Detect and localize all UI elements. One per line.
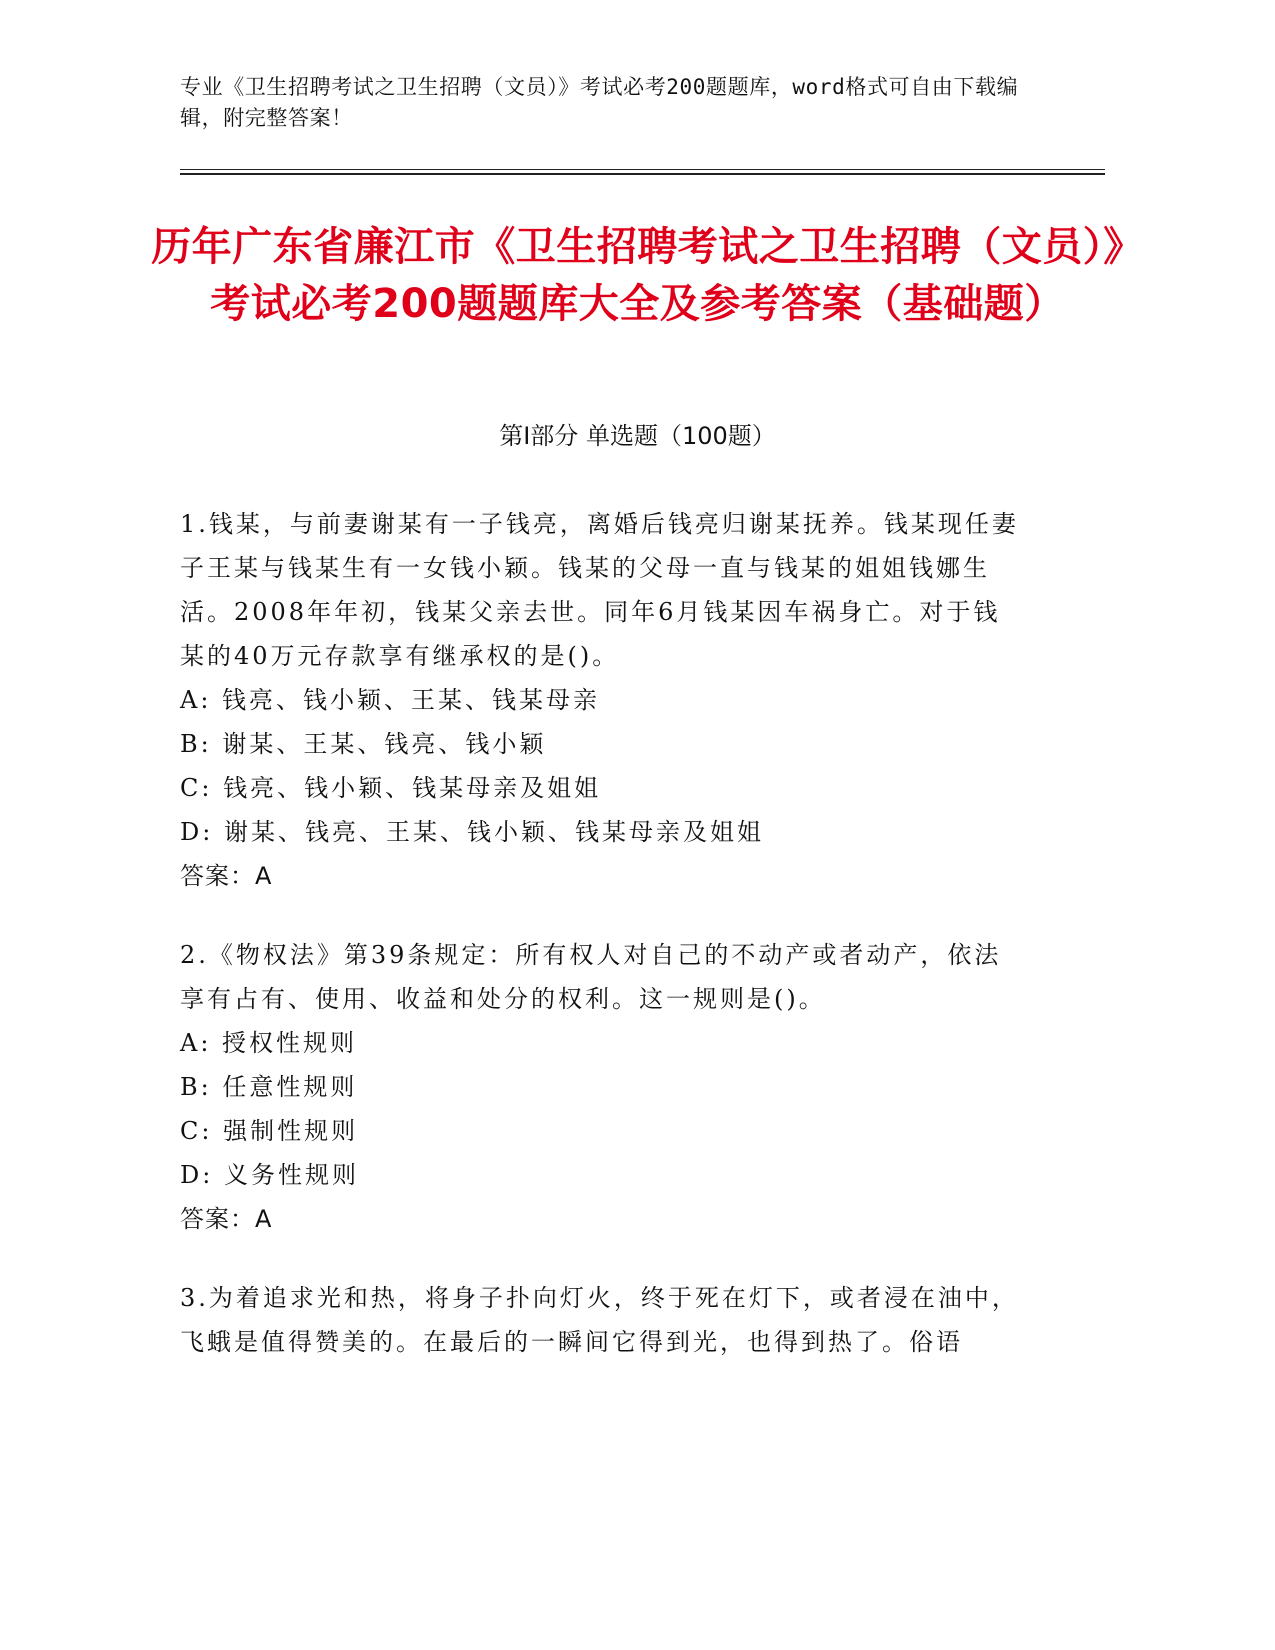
- option-c: C: 钱亮、钱小颖、钱某母亲及姐姐: [180, 774, 602, 802]
- question-stem: 1.钱某，与前妻谢某有一子钱亮，离婚后钱亮归谢某抚养。钱某现任妻子王某与钱某生有一女钱小颖。钱某的父母一直与钱某的姐姐钱娜生活。2008年年初，钱某父亲去世。同年6月钱某因车祸身亡。对于钱某的40万元存款享有继承权的是()。: [180, 510, 1019, 670]
- option-a: A: 钱亮、钱小颖、王某、钱某母亲: [180, 686, 601, 714]
- option-d: D: 义务性规则: [180, 1161, 359, 1189]
- question-list: [180, 502, 1025, 1399]
- option-a: A: 授权性规则: [180, 1029, 358, 1057]
- answer: 答案：A: [180, 1205, 273, 1233]
- option-d: D: 谢某、钱亮、王某、钱小颖、钱某母亲及姐姐: [180, 818, 764, 846]
- header-note: 专业《卫生招聘考试之卫生招聘（文员）》考试必考200题题库，word格式可自由下载编辑，附完整答案！: [180, 75, 1019, 130]
- question-2: [180, 933, 1025, 1241]
- answer: 答案：A: [180, 862, 273, 890]
- option-b: B: 谢某、王某、钱亮、钱小颖: [180, 730, 547, 758]
- header-rule-thick: [180, 173, 1105, 175]
- question-3: [180, 1276, 1025, 1364]
- document-title: 历年广东省廉江市《卫生招聘考试之卫生招聘（文员）》考试必考200题题库大全及参考答案（基础题）: [151, 224, 1124, 327]
- option-b: B: 任意性规则: [180, 1073, 358, 1101]
- question-1: [180, 502, 1025, 898]
- section-heading: 第Ⅰ部分 单选题（100题）: [499, 422, 776, 450]
- header-rule-thin: [180, 169, 1105, 170]
- option-c: C: 强制性规则: [180, 1117, 359, 1145]
- question-stem: 3.为着追求光和热，将身子扑向灯火，终于死在灯下，或者浸在油中，飞蛾是值得赞美的。在最后的一瞬间它得到光，也得到热了。俗语: [180, 1284, 1019, 1356]
- question-stem: 2.《物权法》第39条规定：所有权人对自己的不动产或者动产，依法享有占有、使用、收益和处分的权利。这一规则是()。: [180, 941, 1002, 1013]
